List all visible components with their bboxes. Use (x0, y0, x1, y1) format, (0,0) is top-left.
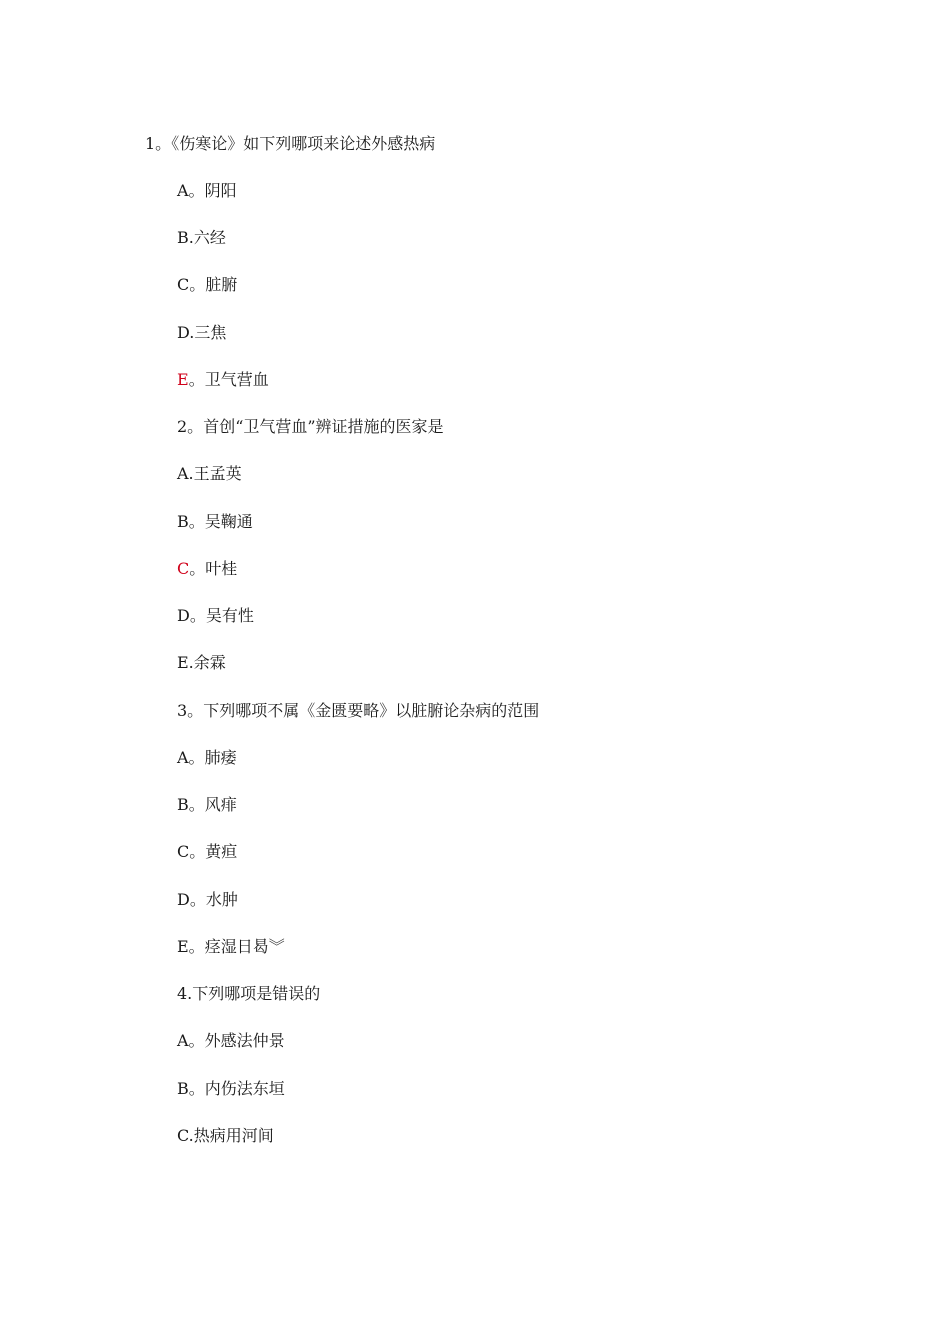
q4-option-c: C.热病用河间 (177, 1126, 274, 1145)
q3-option-b: B。风痱 (177, 795, 237, 814)
q3-option-a: A。肺痿 (177, 748, 237, 767)
q3-option-c: C。黄疸 (177, 842, 238, 861)
q2-option-d: D。吴有性 (177, 606, 254, 625)
question-2: 2。首创“卫气营血”辨证措施的医家是 (177, 417, 444, 436)
q3-option-d: D。水肿 (177, 890, 238, 909)
q1-option-c: C。脏腑 (177, 275, 238, 294)
q3-option-e: E。痉湿日曷︾ (177, 937, 285, 956)
answer-marker: C (177, 559, 190, 578)
question-1: 1。《伤寒论》如下列哪项来论述外感热病 (145, 134, 436, 153)
q1-option-b: B.六经 (177, 228, 226, 247)
q1-option-a: A。阴阳 (177, 181, 237, 200)
question-4: 4.下列哪项是错误的 (177, 984, 321, 1003)
q2-option-c-answer: C。叶桂 (177, 559, 238, 578)
q4-option-a: A。外感法仲景 (177, 1031, 285, 1050)
q4-option-b: B。内伤法东垣 (177, 1079, 285, 1098)
answer-marker: E (177, 370, 189, 389)
q2-option-e: E.余霖 (177, 653, 226, 672)
q1-option-d: D.三焦 (177, 323, 227, 342)
question-3: 3。下列哪项不属《金匮要略》以脏腑论杂病的范围 (177, 701, 540, 720)
q2-option-b: B。吴鞠通 (177, 512, 253, 531)
q2-option-a: A.王孟英 (177, 464, 242, 483)
q1-option-e-answer: E。卫气营血 (177, 370, 269, 389)
